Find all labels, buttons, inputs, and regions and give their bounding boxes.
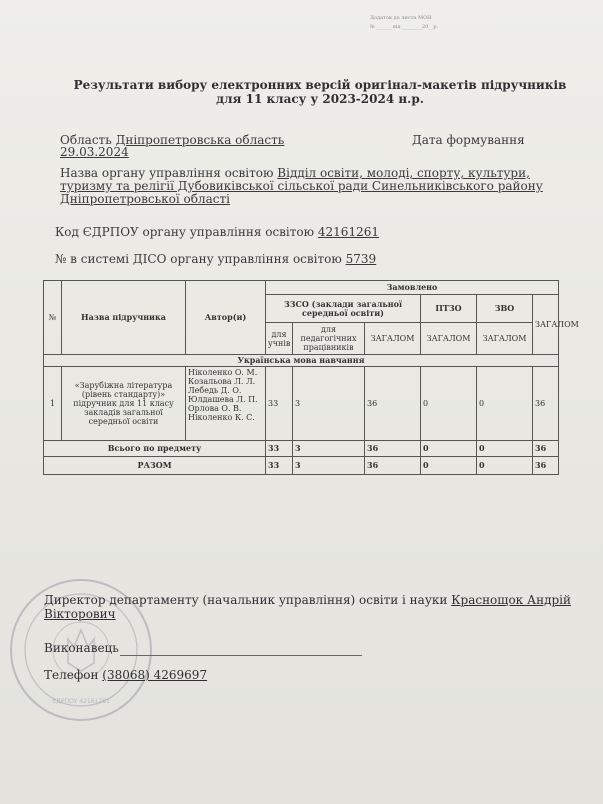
grand-zvo: 0 — [477, 457, 533, 475]
title-line1: Результати вибору електронних версій оригінал-макетів підручників — [73, 78, 567, 92]
director-label: Директор департаменту (начальник управління) освіти і науки — [44, 593, 448, 607]
grand-total: 36 — [533, 457, 559, 475]
row-ptzo: 0 — [421, 367, 477, 441]
header-zvo: ЗВО — [477, 295, 533, 323]
subtotal-students: 33 — [266, 441, 293, 457]
grand-teachers: 3 — [293, 457, 365, 475]
row-total: 36 — [533, 367, 559, 441]
corner-note-line1: Додаток до листа МОН — [370, 15, 432, 21]
row-book-name: «Зарубіжна література (рівень стандарту)» підручник для 11 класу закладів загальної середньої освіти — [62, 367, 186, 441]
header-students: для учнів — [266, 323, 293, 355]
row-authors: Ніколенко О. М. Козальова Л. Л. Лебедь Д. О. Юлдашева Л. П. Орлова О. В. Ніколенко К. С. — [186, 367, 266, 441]
region-value: Дніпропетровська область — [115, 133, 285, 147]
executor-blank-line — [120, 655, 362, 656]
subtotal-label: Всього по предмету — [44, 441, 266, 457]
grand-total-row — [44, 457, 559, 475]
disco-line — [55, 253, 376, 266]
row-students: 33 — [266, 367, 293, 441]
edrpou-value: 42161261 — [317, 225, 379, 239]
date-value: 29.03.2024 — [60, 145, 129, 159]
seal-text: ЄДРПОУ 42161261 — [52, 698, 110, 705]
table-row — [44, 367, 559, 441]
header-teachers: для педагогічних працівників — [293, 323, 365, 355]
org-value: Відділ освіти, молоді, спорту, культури, туризму та релігії Дубовиківської сільської ради Синельниківського району Дніпропетровської області — [60, 166, 543, 206]
row-zvo: 0 — [477, 367, 533, 441]
subtotal-zzso-total: 36 — [365, 441, 421, 457]
subtotal-zvo: 0 — [477, 441, 533, 457]
org-label: Назва органу управління освітою — [60, 166, 274, 180]
corner-note-line2: № ______ від ________20__р. — [370, 24, 439, 30]
grand-zzso-total: 36 — [365, 457, 421, 475]
director-name: Краснощок Андрій Вікторович — [44, 593, 571, 621]
phone-label: Телефон — [44, 668, 99, 682]
date-label: Дата формування — [412, 133, 525, 147]
grand-students: 33 — [266, 457, 293, 475]
header-zzso: ЗЗСО (заклади загальної середньої освіти) — [266, 295, 421, 323]
header-num: № — [44, 281, 62, 355]
subtotal-row — [44, 441, 559, 457]
header-author: Автор(и) — [186, 281, 266, 355]
header-zzso-total: ЗАГАЛОМ — [365, 323, 421, 355]
results-table — [43, 280, 579, 475]
header-ptzo: ПТЗО — [421, 295, 477, 323]
phone-line — [44, 668, 207, 682]
row-teachers: 3 — [293, 367, 365, 441]
region-label: Область — [60, 133, 112, 147]
header-ordered: Замовлено — [266, 281, 559, 295]
subtotal-teachers: 3 — [293, 441, 365, 457]
header-zvo-total: ЗАГАЛОМ — [477, 323, 533, 355]
phone-value: (38068) 4269697 — [102, 668, 208, 682]
grand-ptzo: 0 — [421, 457, 477, 475]
org-name-line — [60, 167, 560, 206]
subtotal-ptzo: 0 — [421, 441, 477, 457]
edrpou-label: Код ЄДРПОУ органу управління освітою — [55, 225, 315, 239]
header-ptzo-total: ЗАГАЛОМ — [421, 323, 477, 355]
header-total: ЗАГАЛОМ — [533, 295, 559, 355]
row-zzso-total: 36 — [365, 367, 421, 441]
title-line2: для 11 класу у 2023-2024 н.р. — [216, 92, 424, 106]
disco-value: 5739 — [345, 252, 377, 266]
section-heading: Українська мова навчання — [44, 355, 559, 367]
edrpou-line — [55, 226, 379, 239]
document-title — [60, 78, 580, 106]
grand-label: РАЗОМ — [44, 457, 266, 475]
header-name: Назва підручника — [62, 281, 186, 355]
corner-note — [370, 14, 520, 32]
row-num: 1 — [44, 367, 62, 441]
director-line — [44, 593, 600, 621]
executor-label: Виконавець — [44, 641, 119, 655]
disco-label: № в системі ДІСО органу управління освітою — [55, 252, 342, 266]
subtotal-total: 36 — [533, 441, 559, 457]
